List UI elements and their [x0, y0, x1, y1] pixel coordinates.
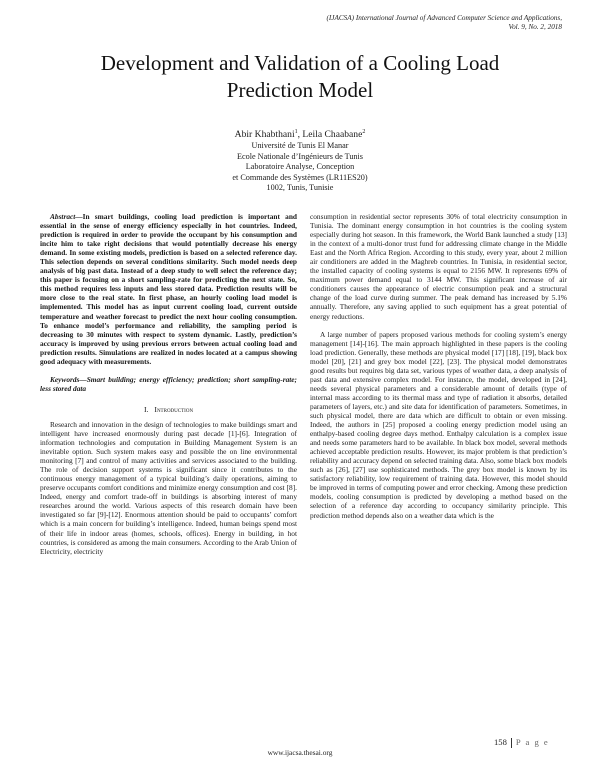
paper-title-line2: Prediction Model — [226, 78, 374, 102]
author-separator: , — [297, 129, 303, 141]
abstract-text: In smart buildings, cooling load prediction is important and essential in the sense of energy efficiency especially in hot countries. Indeed, prediction is required in order to provide the occupant by his consumption and incite him to take right decisions that would potentially decrease his energy demand. In some existing models, prediction is based on a selected reference day. This selection depends on several conditions similarity. Such model needs deep analysis of big past data. Instead of a deep study to well select the reference day; this paper is focusing on a short sampling-rate for predicting the next state. So, this method requires less inputs and less stored data. Prediction results will be more close to the real state. In first phase, an hourly cooling load model is implemented. This model has as input current cooling load, current outside temperature and weather forecast to predict the next hour cooling consumption. To enhance model’s performance and reliability, the sampling period is decreasing to 30 minutes with respect to system dynamic. Lastly, prediction’s accuracy is improved by using previous errors between actual cooling load and prediction results. Simulations are realized in nodes located at a campus showing good adequacy with measurements. — [40, 212, 297, 366]
left-column — [40, 212, 297, 565]
paper-title — [40, 50, 560, 104]
section-number: I. — [143, 404, 149, 414]
page-number-value: 158 — [494, 737, 507, 747]
footer-url: www.ijacsa.thesai.org — [267, 748, 333, 757]
abstract — [40, 212, 297, 366]
journal-header-line1: (IJACSA) International Journal of Advanced Computer Science and Applications, — [326, 14, 562, 22]
section-heading-introduction — [40, 405, 297, 414]
journal-header — [242, 14, 562, 32]
intro-paragraph: Research and innovation in the design of technologies to make buildings smart and intelligent have increased enormously during past decade [1]-[6]. Integration of information technologies and computation in Building Management System is an inevitable option. Such system makes easy and possible the on line environmental monitoring [7] and control of many activities and services associated to the building. The role of decision support systems is significant since it contributes to the continuous energy management of a typical building’s daily operations, aiming to preserve occupants comfort conditions and minimize energy consumption and cost [8]. Indeed, energy and comfort trade-off in buildings is absorbing interest of many researches around the world. Various aspects of this research domain have been investigated so far [9]-[12]. Enormous attention should be paid to occupants’ comfort which is a main concern for building’s intelligence. Indeed, human beings spend most of their life in indoor areas (homes, schools, offices). Energy in building, in hot countries, is considered as among the main consumers. According to the Arab Union of Electricity, electricity — [40, 419, 297, 556]
right-column — [310, 212, 567, 529]
affiliation-block — [100, 141, 500, 194]
journal-header-line2: Vol. 9, No. 2, 2018 — [508, 23, 562, 31]
body-paragraph: consumption in residential sector represents 30% of total electricity consumption in Tunisia. The dominant energy consumption in hot countries is the cooling system especially during hot season. In this framework, the World Bank launched a study [13] in the context of a multi-donor trust fund for addressing climate change in the Middle East and the North Africa Region. According to this study, every year, about 2 million air conditioners are added in the Maghreb countries. In Tunisia, in residential sector, the installed capacity of cooling systems is equal to 2156 MW. It represents 69% of maximum power demand equal to 3144 MW. This significant increase of air conditioners causes the appearance of electric consumption peak and a structural change of the load curve during summer. The peak demand has increased by 5.1% annually. Therefore, any saving applied to such equipment has a great potential of energy reductions. — [310, 212, 567, 321]
affiliation-line: 1002, Tunis, Tunisie — [266, 183, 334, 193]
page-number-divider — [511, 738, 512, 748]
page-label: P a g e — [515, 737, 550, 747]
author-list — [100, 126, 500, 141]
affiliation-line: et Commande des Systèmes (LR11ES20) — [232, 172, 368, 182]
paper-title-line1: Development and Validation of a Cooling Load — [100, 51, 500, 75]
page-number — [494, 737, 549, 748]
keywords: Keywords—Smart building; energy efficiency; prediction; short sampling-rate; less stored data — [40, 374, 297, 393]
author-2-affiliation-mark: 2 — [362, 129, 366, 135]
author-1-affiliation-mark: 1 — [294, 129, 298, 135]
section-title: Introduction — [154, 404, 194, 414]
affiliation-line: Ecole Nationale d’Ingénieurs de Tunis — [237, 151, 363, 161]
abstract-label: Abstract— — [50, 212, 83, 221]
author-1: Abir Khabthani — [234, 129, 295, 141]
body-paragraph: A large number of papers proposed various methods for cooling system’s energy management [14]-[16]. The main approach highlighted in these papers is the cooling load prediction. Generally, these methods are physical model [17] [18], [19], black box model [20], [21] and grey box model [22], [23]. The physical model demonstrates good results but requires big data set, various types of weather data, a deep analysis of past data and extensive complex model. For instance, the model, developed in [24], needs several physical parameters and a considerable amount of details (type of internal mass according to its thermal mass and type of radiation it absorbs, detailed parameters of layers, etc.) and site data for identification of parameters. Sometimes, in such physical model, there are data which are difficult to obtain or even missing. Indeed, the authors in [25] proposed a cooling energy prediction model using an enthalpy-based cooling degree days method. Enthalpy calculation is a complex issue and needs some parameters hard to be available. In black box model, several methods achieved acceptable prediction results. However, its major problem is that prediction’s reliability and accuracy depend on selected training data. Also, some black box models such as [26], [27] use sophisticated methods. The grey box model is known by its satisfactory reliability, low requirement of training data. However, this model should be improved in terms of computing power and error checking. Among these prediction models, cooling consumption is predicted by developing a method based on the selection of a reference day according to occupancy similarity principle. This prediction method depends also on a weather data which is the — [310, 329, 567, 520]
affiliation-line: Université de Tunis El Manar — [251, 141, 349, 150]
affiliation-line: Laboratoire Analyse, Conception — [245, 162, 355, 172]
author-2: Leila Chaabane — [302, 129, 363, 141]
